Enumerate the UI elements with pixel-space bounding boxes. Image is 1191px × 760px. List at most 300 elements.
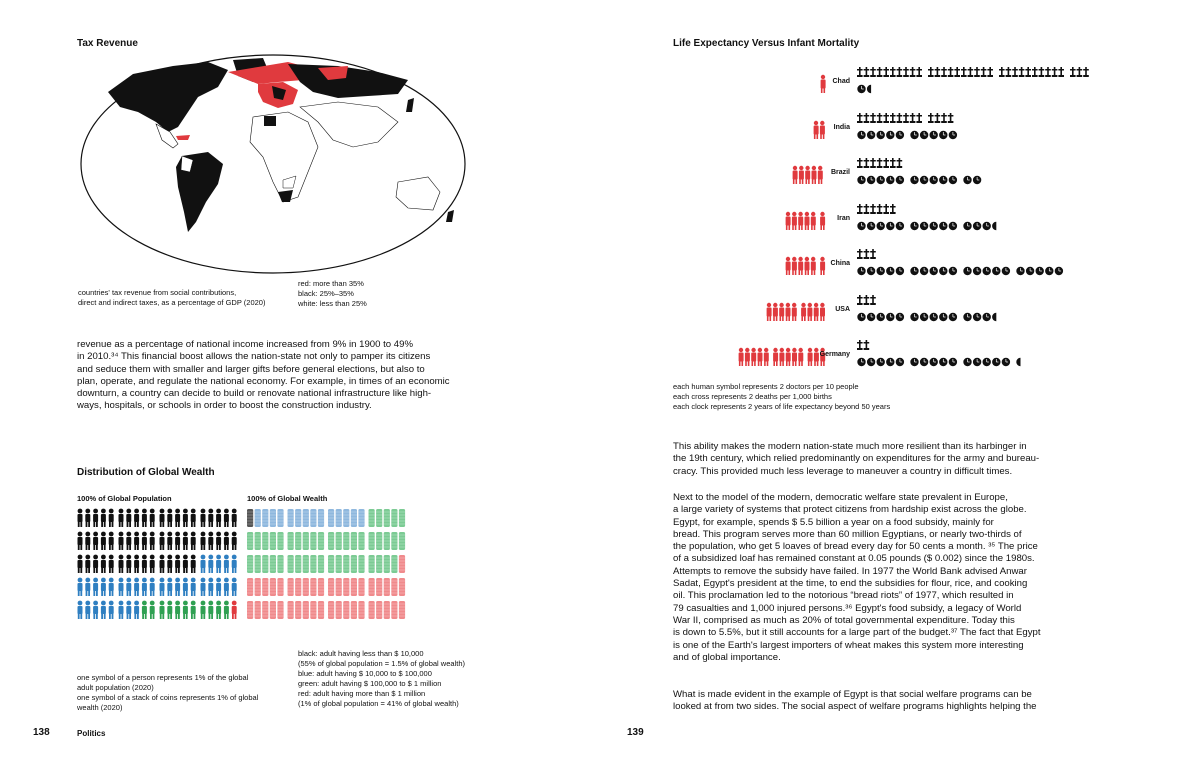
coin-stack-symbol — [288, 532, 294, 550]
person-symbol — [109, 578, 114, 596]
coin-stack-symbol — [318, 578, 324, 596]
coin-stack-symbol — [399, 578, 405, 596]
wealth-note: one symbol of a person represents 1% of the global adult population (2020) one symbol of a stack of coins represents 1% of global wealth (2020) — [77, 673, 259, 712]
clock-symbol — [867, 176, 875, 184]
coin-stack-symbol — [288, 555, 294, 573]
cross-symbol — [883, 204, 889, 214]
coin-stack-symbol — [369, 555, 375, 573]
person-symbol — [167, 578, 172, 596]
clock-symbol — [1026, 267, 1034, 275]
person-symbol — [78, 555, 83, 573]
clock-symbol — [949, 130, 957, 138]
clock-symbol — [857, 221, 865, 229]
life-note: each cross represents 2 deaths per 1,000 births — [673, 392, 832, 401]
coin-stack-symbol — [369, 532, 375, 550]
person-symbol — [175, 555, 180, 573]
person-symbol — [78, 601, 83, 619]
coin-stack-symbol — [303, 601, 309, 619]
clock-symbol — [939, 221, 947, 229]
doctor-symbol — [786, 257, 791, 275]
country-name: Brazil — [830, 169, 850, 176]
coin-stack-symbol — [399, 555, 405, 573]
doctor-symbol — [798, 348, 803, 366]
coin-stack-symbol — [391, 601, 397, 619]
person-symbol — [93, 555, 98, 573]
person-symbol — [224, 578, 229, 596]
person-symbol — [134, 601, 139, 619]
clock-symbol — [877, 130, 885, 138]
cross-symbol — [890, 158, 896, 168]
clock-symbol — [920, 176, 928, 184]
country-name: Iran — [837, 214, 850, 222]
cross-symbol — [968, 67, 974, 77]
clock-symbol — [910, 312, 918, 320]
coin-stack-symbol — [303, 509, 309, 527]
cross-symbol — [1012, 67, 1018, 77]
tax-legend-black: black: 25%–35% — [298, 289, 354, 298]
person-symbol — [183, 509, 188, 527]
coin-stack-symbol — [399, 509, 405, 527]
page-number-left: 138 — [33, 727, 50, 738]
coin-stack-symbol — [328, 532, 334, 550]
person-symbol — [160, 555, 165, 573]
coin-stack-symbol — [262, 509, 268, 527]
clock-symbol — [983, 267, 991, 275]
person-symbol — [126, 509, 131, 527]
wealth-legend-line: (1% of global population = 41% of global wealth) — [298, 699, 459, 708]
clock-symbol — [992, 267, 1000, 275]
coin-stack-symbol — [277, 578, 283, 596]
clock-symbol — [939, 312, 947, 320]
clock-symbol — [867, 85, 871, 93]
clock-symbol — [963, 176, 971, 184]
doctor-symbol — [773, 348, 778, 366]
left-body-text: revenue as a percentage of national income increased from 9% in 1900 to 49% in 2010.³⁴ This financial boost allows the nation-state not only to pamper its citizens and seduce them with smaller and larger gifts before general elections, but also to plan, operate, and regulate the national economy. For example, in times of an economic downturn, a country can decide to build or renovate national infrastructure like high- ways, hospitals, or schools in order to boost the construction industry. — [77, 339, 450, 412]
coin-stack-symbol — [270, 509, 276, 527]
coin-stack-symbol — [351, 555, 357, 573]
cross-symbol — [864, 113, 870, 123]
cross-symbol — [1083, 67, 1089, 77]
coin-stack-symbol — [343, 509, 349, 527]
clock-symbol — [930, 221, 938, 229]
coin-stack-symbol — [369, 578, 375, 596]
cross-symbol — [916, 113, 922, 123]
clock-symbol — [920, 267, 928, 275]
population-label: 100% of Global Population — [77, 494, 172, 503]
clock-symbol — [896, 267, 904, 275]
coin-stack-symbol — [277, 532, 283, 550]
doctor-symbol — [739, 348, 744, 366]
person-symbol — [78, 532, 83, 550]
coin-stack-symbol — [255, 509, 261, 527]
coin-stack-symbol — [288, 509, 294, 527]
coin-stack-symbol — [255, 532, 261, 550]
person-symbol — [142, 601, 147, 619]
person-symbol — [78, 509, 83, 527]
person-symbol — [93, 509, 98, 527]
person-symbol — [109, 509, 114, 527]
person-symbol — [126, 532, 131, 550]
cross-symbol — [864, 249, 870, 259]
coin-stack-symbol — [262, 578, 268, 596]
person-symbol — [201, 555, 206, 573]
cross-symbol — [1058, 67, 1064, 77]
coin-stack-symbol — [295, 555, 301, 573]
wealth-legend-line: red: adult having more than $ 1 million — [298, 689, 426, 698]
right-para-1: This ability makes the modern nation-state much more resilient than its harbinger in the 19th century, which relied predominantly on expenditures for the army and bureau- cracy. This provided much less leverage to maneuver a country in difficult times. — [673, 441, 1040, 477]
clock-symbol — [992, 221, 996, 229]
cross-symbol — [857, 249, 863, 259]
doctor-symbol — [786, 302, 791, 320]
population-grid — [77, 508, 237, 623]
person-symbol — [160, 601, 165, 619]
clock-symbol — [877, 358, 885, 366]
person-symbol — [134, 555, 139, 573]
wealth-title: Distribution of Global Wealth — [77, 467, 215, 478]
wealth-label: 100% of Global Wealth — [247, 494, 328, 503]
cross-symbol — [890, 113, 896, 123]
person-symbol — [85, 555, 90, 573]
clock-symbol — [1045, 267, 1053, 275]
country-name: Germany — [819, 351, 850, 358]
coin-stack-symbol — [270, 532, 276, 550]
coin-stack-symbol — [295, 601, 301, 619]
coin-stack-symbol — [247, 578, 253, 596]
clock-symbol — [886, 312, 894, 320]
person-symbol — [224, 509, 229, 527]
coin-stack-symbol — [376, 532, 382, 550]
coin-stack-symbol — [295, 578, 301, 596]
cross-symbol — [910, 113, 916, 123]
country-row — [660, 290, 1100, 330]
clock-symbol — [886, 221, 894, 229]
person-symbol — [167, 555, 172, 573]
clock-symbol — [963, 312, 971, 320]
person-symbol — [93, 601, 98, 619]
coin-stack-symbol — [336, 555, 342, 573]
person-symbol — [183, 532, 188, 550]
country-name: India — [833, 123, 850, 131]
tax-legend-white: white: less than 25% — [298, 299, 367, 308]
cross-symbol — [864, 204, 870, 214]
tax-revenue-title: Tax Revenue — [77, 38, 138, 49]
coin-stack-symbol — [303, 555, 309, 573]
clock-symbol — [939, 130, 947, 138]
cross-symbol — [857, 67, 863, 77]
coin-stack-symbol — [310, 532, 316, 550]
cross-symbol — [941, 113, 947, 123]
person-symbol — [191, 578, 196, 596]
doctor-symbol — [792, 166, 797, 184]
cross-symbol — [883, 67, 889, 77]
clock-symbol — [920, 312, 928, 320]
person-symbol — [119, 532, 124, 550]
life-expectancy-chart — [660, 62, 1100, 392]
clock-symbol — [910, 176, 918, 184]
person-symbol — [160, 578, 165, 596]
clock-symbol — [973, 221, 981, 229]
person-symbol — [93, 532, 98, 550]
person-symbol — [85, 601, 90, 619]
life-notes — [673, 382, 890, 412]
coin-stack-symbol — [336, 578, 342, 596]
coin-stack-symbol — [318, 601, 324, 619]
tax-caption: countries' tax revenue from social contributions, direct and indirect taxes, as a percentage of GDP (2020) — [78, 288, 266, 307]
clock-symbol — [857, 130, 865, 138]
doctor-symbol — [798, 257, 803, 275]
clock-symbol — [910, 358, 918, 366]
clock-symbol — [910, 267, 918, 275]
person-symbol — [101, 509, 106, 527]
person-symbol — [216, 578, 221, 596]
clock-symbol — [920, 221, 928, 229]
person-symbol — [224, 555, 229, 573]
coin-stack-symbol — [358, 509, 364, 527]
cross-symbol — [1032, 67, 1038, 77]
cross-symbol — [857, 204, 863, 214]
coin-stack-symbol — [391, 555, 397, 573]
country-name: Chad — [832, 78, 850, 85]
coin-stack-symbol — [318, 532, 324, 550]
coin-stack-symbol — [376, 601, 382, 619]
doctor-symbol — [751, 348, 756, 366]
person-symbol — [93, 578, 98, 596]
cross-symbol — [857, 158, 863, 168]
person-symbol — [150, 578, 155, 596]
cross-symbol — [857, 113, 863, 123]
clock-symbol — [1002, 358, 1010, 366]
person-symbol — [150, 509, 155, 527]
doctor-symbol — [745, 348, 750, 366]
wealth-legend — [298, 649, 465, 709]
cross-symbol — [897, 158, 903, 168]
coin-stack-symbol — [247, 509, 253, 527]
person-symbol — [208, 578, 213, 596]
person-symbol — [167, 601, 172, 619]
right-para-2: Next to the model of the modern, democratic welfare state prevalent in Europe, a large variety of systems that protect citizens from hardship exist across the globe. Egypt, for example, spends $ 5.5 billion a year on a food subsidy, mainly for bread. This program serves more than 60 million Egyptians, or nearly two-thirds of the population, who get 5 loaves of bread every day for 50 cents a month. ³⁵ The price of a subsidized loaf has remained constant at 0.05 pounds ($ 0.002) since the 1980s. Attempts to remove the subsidy have failed. In 1977 the World Bank advised Anwar Sadat, Egypt's president at the time, to end the subsidies for flour, rice, and cooking oil. This proclamation led to the notorious “bread riots” of 1977, which resulted in 79 casualties and 1,000 injured persons.³⁶ Egypt's food subsidy, a legacy of World War II, comprised as much as 20% of total governmental expenditure. Today this is down to 5.5%, but it still accounts for a large part of the budget.³⁷ The fact that Egypt is one of the Earth's largest importers of wheat makes this system more interesting and of global importance. — [673, 492, 1041, 663]
cross-symbol — [999, 67, 1005, 77]
doctor-symbol — [798, 211, 803, 229]
wealth-legend-line: blue: adult having $ 10,000 to $ 100,000 — [298, 669, 432, 678]
coin-stack-symbol — [399, 601, 405, 619]
clock-symbol — [886, 358, 894, 366]
clock-symbol — [896, 358, 904, 366]
cross-symbol — [928, 113, 934, 123]
person-symbol — [191, 555, 196, 573]
person-symbol — [101, 555, 106, 573]
cross-symbol — [1070, 67, 1076, 77]
cross-symbol — [883, 113, 889, 123]
clock-symbol — [920, 358, 928, 366]
coin-stack-symbol — [303, 532, 309, 550]
person-symbol — [119, 555, 124, 573]
coin-stack-symbol — [391, 532, 397, 550]
person-symbol — [183, 555, 188, 573]
cross-and-clock-symbols — [857, 62, 1097, 102]
coin-stack-symbol — [351, 578, 357, 596]
person-symbol — [191, 601, 196, 619]
life-note: each clock represents 2 years of life expectancy beyond 50 years — [673, 402, 891, 411]
person-symbol — [109, 555, 114, 573]
person-symbol — [216, 509, 221, 527]
clock-symbol — [867, 358, 875, 366]
country-name: USA — [835, 305, 850, 313]
cross-symbol — [1077, 67, 1083, 77]
clock-symbol — [973, 312, 981, 320]
clock-symbol — [939, 267, 947, 275]
clock-symbol — [973, 176, 981, 184]
person-symbol — [208, 532, 213, 550]
person-symbol — [175, 601, 180, 619]
doctor-symbol — [792, 257, 797, 275]
coin-stack-symbol — [328, 578, 334, 596]
person-symbol — [101, 601, 106, 619]
person-symbol — [183, 578, 188, 596]
cross-symbol — [890, 67, 896, 77]
clock-symbol — [877, 176, 885, 184]
person-symbol — [160, 532, 165, 550]
cross-symbol — [877, 158, 883, 168]
clock-symbol — [930, 267, 938, 275]
cross-symbol — [1045, 67, 1051, 77]
person-symbol — [232, 601, 237, 619]
coin-stack-symbol — [336, 532, 342, 550]
clock-symbol — [939, 358, 947, 366]
person-symbol — [126, 601, 131, 619]
person-symbol — [191, 532, 196, 550]
clock-symbol — [930, 312, 938, 320]
wealth-legend-line: (55% of global population = 1.5% of global wealth) — [298, 659, 465, 668]
person-symbol — [134, 509, 139, 527]
clock-symbol — [857, 267, 865, 275]
coin-stack-symbol — [351, 601, 357, 619]
clock-symbol — [939, 176, 947, 184]
coin-stack-symbol — [358, 532, 364, 550]
person-symbol — [119, 601, 124, 619]
clock-symbol — [867, 312, 875, 320]
cross-symbol — [961, 67, 967, 77]
clock-symbol — [983, 221, 991, 229]
clock-symbol — [857, 176, 865, 184]
tax-legend-red: red: more than 35% — [298, 279, 364, 288]
coin-stack-symbol — [328, 601, 334, 619]
clock-symbol — [896, 221, 904, 229]
clock-symbol — [949, 221, 957, 229]
person-symbol — [175, 532, 180, 550]
person-symbol — [134, 578, 139, 596]
country-row — [660, 244, 1100, 284]
person-symbol — [119, 509, 124, 527]
person-symbol — [78, 578, 83, 596]
person-symbol — [142, 555, 147, 573]
clock-symbol — [857, 312, 865, 320]
cross-symbol — [948, 67, 954, 77]
clock-symbol — [910, 130, 918, 138]
cross-and-clock-symbols — [857, 244, 1097, 284]
doctor-symbol — [792, 211, 797, 229]
person-symbol — [150, 532, 155, 550]
coin-stack-symbol — [310, 555, 316, 573]
coin-stack-symbol — [262, 601, 268, 619]
coin-stack-symbol — [270, 578, 276, 596]
page-number-right: 139 — [627, 727, 644, 738]
coin-stack-symbol — [270, 601, 276, 619]
clock-symbol — [886, 267, 894, 275]
person-symbol — [232, 532, 237, 550]
clock-symbol — [877, 221, 885, 229]
coin-stack-symbol — [343, 555, 349, 573]
coin-stack-symbol — [369, 509, 375, 527]
coin-stack-symbol — [295, 509, 301, 527]
clock-symbol — [949, 267, 957, 275]
coin-stack-symbol — [255, 578, 261, 596]
doctor-symbol — [792, 302, 797, 320]
cross-symbol — [935, 67, 941, 77]
cross-symbol — [883, 158, 889, 168]
tax-legend — [298, 279, 367, 309]
coin-stack-symbol — [295, 532, 301, 550]
clock-symbol — [910, 221, 918, 229]
coin-stack-symbol — [336, 601, 342, 619]
coin-stack-symbol — [384, 509, 390, 527]
doctor-symbol — [786, 348, 791, 366]
cross-symbol — [877, 113, 883, 123]
cross-symbol — [948, 113, 954, 123]
person-symbol — [126, 555, 131, 573]
clock-symbol — [920, 130, 928, 138]
clock-symbol — [963, 358, 971, 366]
coin-stack-symbol — [376, 555, 382, 573]
person-symbol — [201, 601, 206, 619]
person-symbol — [160, 509, 165, 527]
cross-symbol — [857, 340, 863, 350]
cross-symbol — [864, 340, 870, 350]
cross-symbol — [870, 158, 876, 168]
cross-symbol — [864, 158, 870, 168]
coin-stack-symbol — [262, 532, 268, 550]
cross-symbol — [890, 204, 896, 214]
cross-and-clock-symbols — [857, 335, 1097, 375]
person-symbol — [201, 509, 206, 527]
cross-symbol — [864, 67, 870, 77]
life-note: each human symbol represents 2 doctors per 10 people — [673, 382, 859, 391]
clock-symbol — [867, 221, 875, 229]
person-symbol — [175, 578, 180, 596]
coin-stack-symbol — [391, 578, 397, 596]
person-symbol — [142, 578, 147, 596]
person-symbol — [216, 601, 221, 619]
person-symbol — [232, 555, 237, 573]
right-para-3: What is made evident in the example of Egypt is that social welfare programs can be looked at from two sides. The social aspect of welfare programs highlights helping the — [673, 689, 1037, 713]
coin-stack-symbol — [255, 555, 261, 573]
coin-stack-symbol — [391, 509, 397, 527]
coin-stack-symbol — [262, 555, 268, 573]
life-title: Life Expectancy Versus Infant Mortality — [673, 38, 860, 49]
clock-symbol — [992, 358, 1000, 366]
person-symbol — [208, 601, 213, 619]
clock-symbol — [857, 85, 865, 93]
coin-stack-symbol — [384, 601, 390, 619]
coin-stack-symbol — [255, 601, 261, 619]
doctor-symbol — [779, 302, 784, 320]
doctor-symbol — [792, 348, 797, 366]
clock-symbol — [983, 358, 991, 366]
cross-symbol — [987, 67, 993, 77]
person-symbol — [119, 578, 124, 596]
clock-symbol — [886, 176, 894, 184]
person-symbol — [224, 601, 229, 619]
cross-symbol — [897, 67, 903, 77]
